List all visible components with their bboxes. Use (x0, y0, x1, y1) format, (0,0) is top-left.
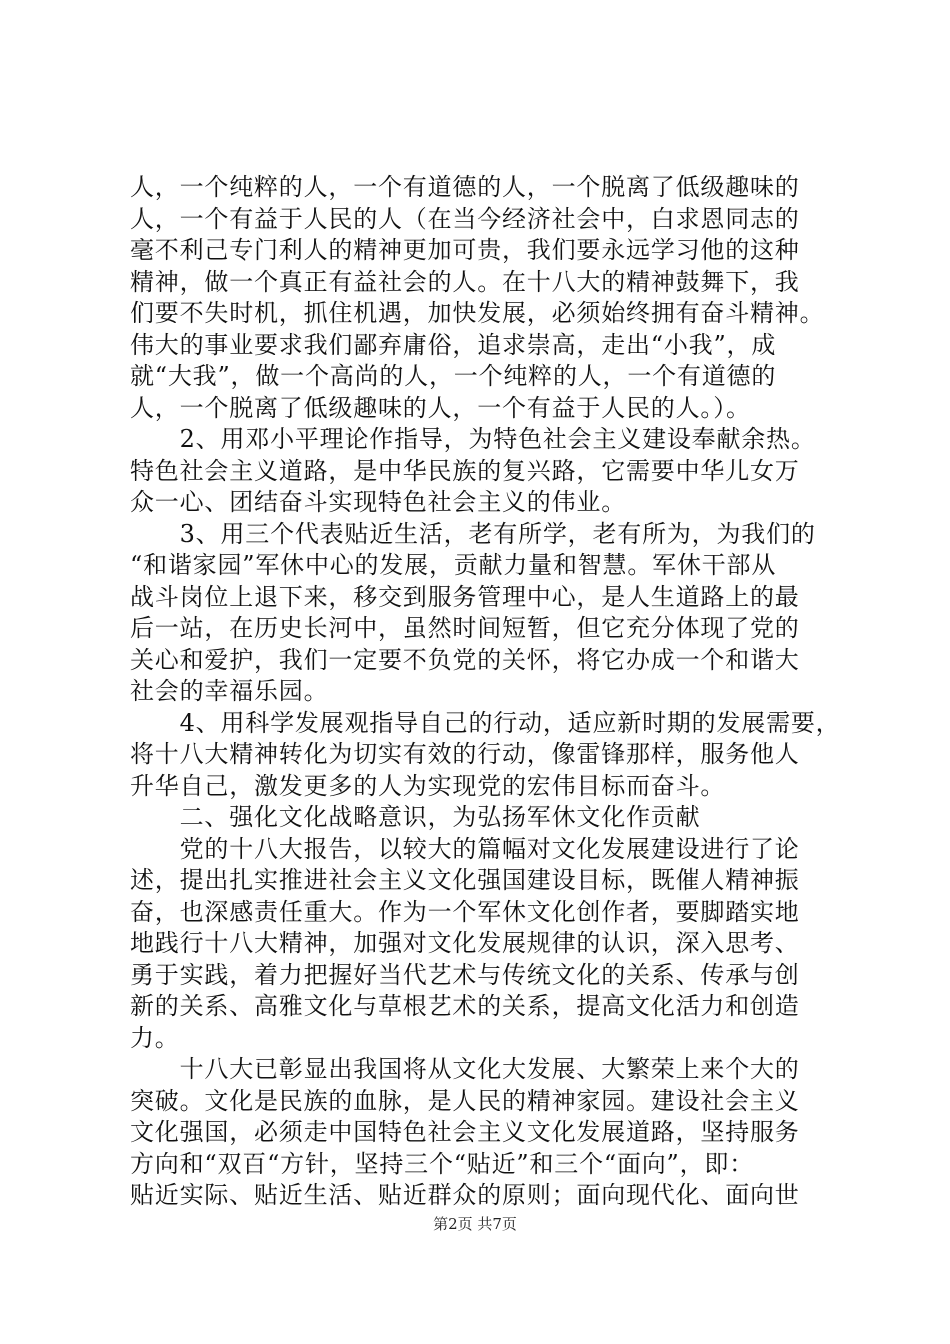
text-line: 奋，也深感责任重大。作为一个军休文化创作者，要脚踏实地 (130, 897, 800, 926)
text-line: 突破。文化是民族的血脉，是人民的精神家园。建设社会主义 (130, 1086, 800, 1115)
text-line: 社会的幸福乐园。 (130, 677, 329, 705)
text-line: 人，一个脱离了低级趣味的人，一个有益于人民的人。）。 (130, 393, 751, 422)
text-line: 方向和“双百“方针，坚持三个“贴近”和三个“面向”，即： (130, 1149, 755, 1178)
text-line: 二、强化文化战略意识，为弘扬军休文化作贡献 (130, 803, 701, 831)
text-line: 贴近实际、贴近生活、贴近群众的原则；面向现代化、面向世 (130, 1181, 800, 1209)
text-line: 4、用科学发展观指导自己的行动，适应新时期的发展需要， (130, 708, 841, 737)
text-line: 伟大的事业要求我们鄙弃庸俗，追求崇高，走出“小我”，成 (130, 330, 777, 359)
text-line: 述，提出扎实推进社会主义文化强国建设目标，既催人精神振 (130, 866, 800, 894)
text-line: 就“大我”，做一个高尚的人，一个纯粹的人，一个有道德的 (130, 362, 777, 390)
text-line: 后一站，在历史长河中，虽然时间短暂，但它充分体现了党的 (130, 614, 800, 642)
text-line: 特色社会主义道路，是中华民族的复兴路，它需要中华儿女万 (130, 456, 800, 485)
text-line: 党的十八大报告，以较大的篇幅对文化发展建设进行了论 (130, 834, 800, 863)
text-line: 升华自己，激发更多的人为实现党的宏伟目标而奋斗。 (130, 771, 726, 800)
text-line: 毫不利己专门利人的精神更加可贵，我们要永远学习他的这种 (130, 236, 800, 264)
text-line: 众一心、团结奋斗实现特色社会主义的伟业。 (130, 488, 626, 516)
text-line: 人，一个有益于人民的人（在当今经济社会中，白求恩同志的 (130, 204, 800, 233)
text-line: 2、用邓小平理论作指导，为特色社会主义建设奉献余热。 (130, 425, 816, 453)
text-line: “和谐家园”军休中心的发展，贡献力量和智慧。军休干部从 (130, 551, 777, 579)
document-body (130, 172, 850, 1212)
text-line: 将十八大精神转化为切实有效的行动，像雷锋那样，服务他人 (130, 740, 800, 768)
text-line: 战斗岗位上退下来，移交到服务管理中心，是人生道路上的最 (130, 582, 800, 611)
text-line: 文化强国，必须走中国特色社会主义文化发展道路，坚持服务 (130, 1118, 800, 1146)
text-line: 3、用三个代表贴近生活，老有所学，老有所为，为我们的 (130, 519, 816, 548)
text-line: 力。 (130, 1023, 180, 1052)
text-line: 们要不失时机，抓住机遇，加快发展，必须始终拥有奋斗精神。 (130, 299, 825, 327)
text-line: 关心和爱护，我们一定要不负党的关怀，将它办成一个和谐大 (130, 645, 800, 674)
text-line: 地践行十八大精神，加强对文化发展规律的认识，深入思考、 (130, 929, 800, 957)
text-line: 精神，做一个真正有益社会的人。在十八大的精神鼓舞下，我 (130, 267, 800, 296)
text-line: 勇于实践，着力把握好当代艺术与传统文化的关系、传承与创 (130, 960, 800, 989)
page-number-footer: 第2页 共7页 (433, 1215, 517, 1233)
text-line: 新的关系、高雅文化与草根艺术的关系，提高文化活力和创造 (130, 992, 800, 1020)
text-line: 十八大已彰显出我国将从文化大发展、大繁荣上来个大的 (130, 1055, 800, 1083)
text-line: 人，一个纯粹的人，一个有道德的人，一个脱离了低级趣味的 (130, 173, 800, 201)
